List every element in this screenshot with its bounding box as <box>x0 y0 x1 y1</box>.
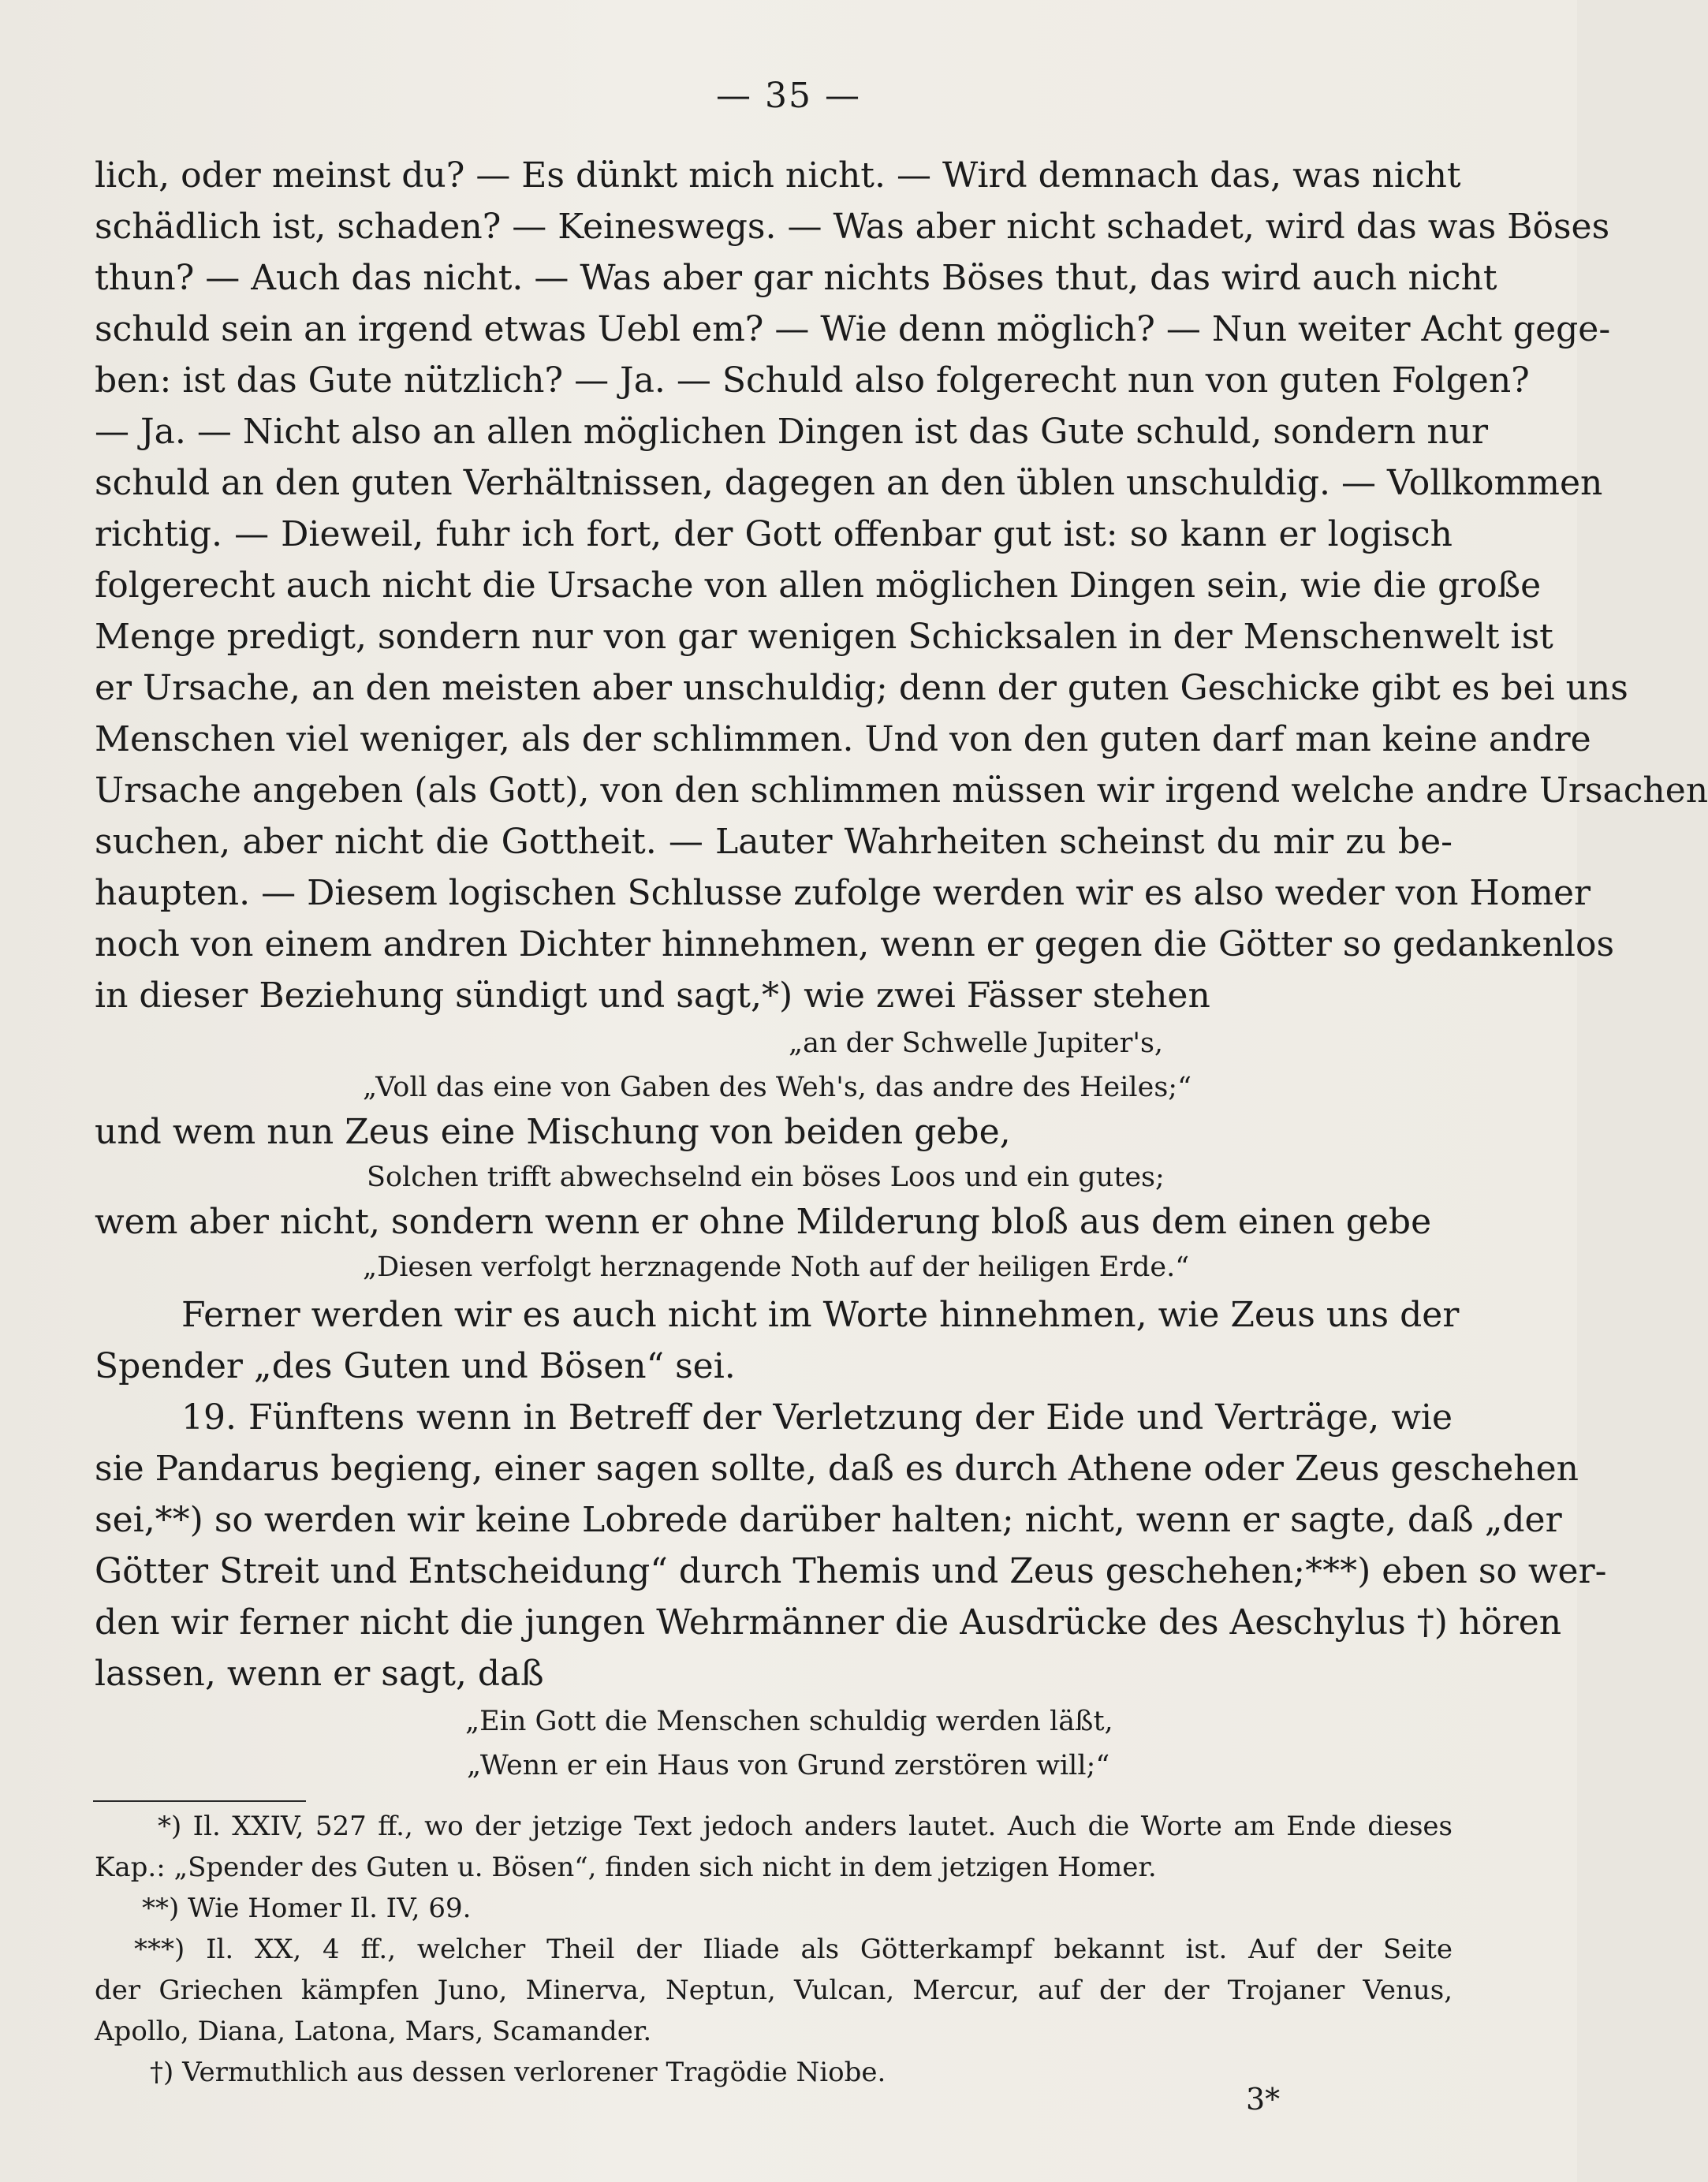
page-number: — 35 — <box>716 76 861 116</box>
verse-line: Solchen trifft abwechselnd ein böses Loos und ein gutes; <box>367 1162 1165 1193</box>
text-line: sie Pandarus begieng, einer sagen sollte, daß es durch Athene oder Zeus geschehen <box>95 1449 1579 1489</box>
footnote-line: der Griechen kämpfen Juno, Minerva, Neptun, Vulcan, Mercur, auf der der Trojaner Venus, <box>95 1975 1453 2006</box>
verse-line: „Wenn er ein Haus von Grund zerstören will;“ <box>467 1750 1110 1781</box>
signature-mark: 3* <box>1246 2082 1281 2117</box>
verse-line: „Ein Gott die Menschen schuldig werden läßt, <box>465 1706 1113 1737</box>
text-line: Ursache angeben (als Gott), von den schlimmen müssen wir irgend welche andre Ursachen <box>95 770 1708 811</box>
text-line: Götter Streit und Entscheidung“ durch Themis und Zeus geschehen;***) eben so wer- <box>95 1551 1607 1591</box>
footnote-line: †) Vermuthlich aus dessen verlorener Tragödie Niobe. <box>150 2057 886 2088</box>
text-line: und wem nun Zeus eine Mischung von beiden gebe, <box>95 1112 1011 1152</box>
text-line: richtig. — Dieweil, fuhr ich fort, der Gott offenbar gut ist: so kann er logisch <box>95 514 1453 554</box>
text-line: haupten. — Diesem logischen Schlusse zufolge werden wir es also weder von Homer <box>95 873 1591 913</box>
text-line: folgerecht auch nicht die Ursache von allen möglichen Dingen sein, wie die große <box>95 565 1542 606</box>
text-line: Menge predigt, sondern nur von gar wenigen Schicksalen in der Menschenwelt ist <box>95 617 1553 657</box>
text-line: schädlich ist, schaden? — Keineswegs. — Was aber nicht schadet, wird das was Böses <box>95 207 1610 247</box>
text-line: den wir ferner nicht die jungen Wehrmänner die Ausdrücke des Aeschylus †) hören <box>95 1602 1562 1643</box>
section-19-line: 19. Fünftens wenn in Betreff der Verletzung der Eide und Verträge, wie <box>181 1397 1453 1438</box>
text-line: wem aber nicht, sondern wenn er ohne Milderung bloß aus dem einen gebe <box>95 1202 1432 1242</box>
main-text <box>95 150 1708 1788</box>
verse-line: „an der Schwelle Jupiter's, <box>789 1028 1164 1059</box>
text-line: lich, oder meinst du? — Es dünkt mich nicht. — Wird demnach das, was nicht <box>95 155 1461 196</box>
verse-line: „Voll das eine von Gaben des Weh's, das andre des Heiles;“ <box>363 1072 1191 1103</box>
footnotes <box>95 1806 1453 2093</box>
text-line: schuld sein an irgend etwas Uebl em? — Wie denn möglich? — Nun weiter Acht gege- <box>95 309 1611 349</box>
text-line: — Ja. — Nicht also an allen möglichen Dingen ist das Gute schuld, sondern nur <box>95 412 1489 452</box>
text-line: suchen, aber nicht die Gottheit. — Lauter Wahrheiten scheinst du mir zu be- <box>95 822 1453 862</box>
footnote-line: Kap.: „Spender des Guten u. Bösen“, finden sich nicht in dem jetzigen Homer. <box>95 1852 1157 1883</box>
text-line: ben: ist das Gute nützlich? — Ja. — Schuld also folgerecht nun von guten Folgen? <box>95 360 1530 401</box>
text-line: thun? — Auch das nicht. — Was aber gar nichts Böses thut, das wird auch nicht <box>95 258 1497 298</box>
text-line: Ferner werden wir es auch nicht im Worte hinnehmen, wie Zeus uns der <box>181 1295 1460 1335</box>
text-line: schuld an den guten Verhältnissen, dagegen an den üblen unschuldig. — Vollkommen <box>95 463 1603 503</box>
text-line: in dieser Beziehung sündigt und sagt,*) wie zwei Fässer stehen <box>95 975 1210 1016</box>
text-line: lassen, wenn er sagt, daß <box>95 1654 544 1694</box>
text-line: Spender „des Guten und Bösen“ sei. <box>95 1346 736 1386</box>
footnote-line: ***) Il. XX, 4 ff., welcher Theil der Iliade als Götterkampf bekannt ist. Auf der Seite <box>134 1934 1453 1965</box>
footnote-line: **) Wie Homer Il. IV, 69. <box>142 1893 472 1924</box>
text-line: noch von einem andren Dichter hinnehmen, wenn er gegen die Götter so gedankenlos <box>95 924 1615 964</box>
footnote-line: *) Il. XXIV, 527 ff., wo der jetzige Text jedoch anders lautet. Auch die Worte am Ende dieses <box>158 1811 1453 1842</box>
footnote-rule <box>93 1800 306 1802</box>
text-line: Menschen viel weniger, als der schlimmen. Und von den guten darf man keine andre <box>95 719 1591 759</box>
footnote-line: Apollo, Diana, Latona, Mars, Scamander. <box>95 2016 652 2047</box>
text-line: er Ursache, an den meisten aber unschuldig; denn der guten Geschicke gibt es bei uns <box>95 668 1628 708</box>
verse-line: „Diesen verfolgt herznagende Noth auf der heiligen Erde.“ <box>363 1251 1190 1283</box>
text-line: sei,**) so werden wir keine Lobrede darüber halten; nicht, wenn er sagte, daß „der <box>95 1500 1562 1540</box>
